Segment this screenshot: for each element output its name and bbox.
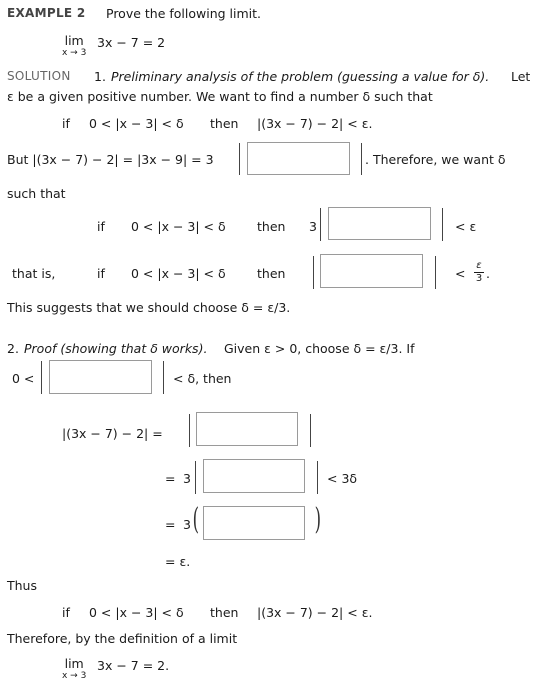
final-lim-subscript: x → 3 — [62, 670, 87, 681]
example-label: EXAMPLE 2 — [7, 6, 86, 20]
fraction-numerator: ε — [474, 261, 484, 273]
paren-right: ) — [314, 502, 322, 537]
final-limit-operator — [62, 658, 86, 681]
answer-box-2[interactable] — [328, 207, 431, 240]
answer-box-7[interactable] — [203, 506, 305, 540]
cond2-then: then — [257, 219, 286, 234]
final-conclusion: |(3x − 7) − 2| < ε. — [257, 605, 373, 620]
cond3-if: if — [97, 266, 105, 281]
chain-lhs: |(3x − 7) − 2| = — [62, 426, 163, 441]
therefore-definition: Therefore, by the definition of a limit — [7, 631, 238, 646]
chain-eq-2: = — [165, 517, 176, 532]
step2-number: 2. — [7, 341, 19, 356]
cond1-hypothesis: 0 < |x − 3| < δ — [89, 116, 184, 131]
but-text: But |(3x − 7) − 2| = |3x − 9| = 3 — [7, 152, 214, 167]
abs-bar-left — [320, 208, 321, 241]
cond2-rhs: < ε — [455, 219, 477, 234]
such-that-text: such that — [7, 186, 66, 201]
step1-number: 1. — [94, 69, 106, 84]
abs-bar-right — [310, 414, 311, 447]
answer-box-4[interactable] — [49, 360, 152, 394]
step1-title: Preliminary analysis of the problem (guessing a value for δ). — [111, 69, 490, 84]
cond3-then: then — [257, 266, 286, 281]
answer-box-3[interactable] — [320, 254, 423, 288]
cond2-coefficient: 3 — [309, 219, 317, 234]
answer-box-1[interactable] — [247, 142, 350, 175]
chain-coefficient-2: 3 — [183, 517, 191, 532]
limit-expression: 3x − 7 = 2 — [97, 35, 166, 50]
thus-text: Thus — [7, 578, 37, 593]
cond3-period: . — [486, 266, 490, 281]
cond1-conclusion: |(3x − 7) − 2| < ε. — [257, 116, 373, 131]
cond2-hypothesis: 0 < |x − 3| < δ — [131, 219, 226, 234]
abs-bar-right — [163, 361, 164, 394]
lim-subscript: x → 3 — [62, 47, 87, 58]
paren-left: ( — [192, 502, 200, 537]
cond1-if: if — [62, 116, 70, 131]
abs-bar-left — [195, 461, 196, 494]
chain-eq-1: = — [165, 471, 176, 486]
abs-bar-right — [435, 256, 436, 289]
zero-less-than: 0 < — [12, 371, 35, 386]
step1-text-b: ε be a given positive number. We want to find a number δ such that — [7, 89, 433, 104]
step2-title: Proof (showing that δ works). — [24, 341, 208, 356]
therefore-text: . Therefore, we want δ — [365, 152, 506, 167]
chain-coefficient-1: 3 — [183, 471, 191, 486]
abs-bar-right — [361, 143, 362, 175]
lim-word: lim — [64, 33, 84, 48]
instruction-text: Prove the following limit. — [106, 6, 262, 21]
lt-three-delta: < 3δ — [327, 471, 358, 486]
abs-bar-left — [313, 256, 314, 289]
limit-operator — [62, 35, 86, 58]
step2-text: Given ε > 0, choose δ = ε/3. If — [224, 341, 415, 356]
answer-box-6[interactable] — [203, 459, 305, 493]
final-if: if — [62, 605, 70, 620]
abs-bar-left — [189, 414, 190, 447]
solution-label: SOLUTION — [7, 69, 71, 83]
epsilon-over-three — [474, 261, 484, 284]
final-limit-expression: 3x − 7 = 2. — [97, 658, 170, 673]
chain-final: = ε. — [165, 554, 191, 569]
cond3-hypothesis: 0 < |x − 3| < δ — [131, 266, 226, 281]
fraction-denominator: 3 — [475, 273, 483, 284]
step1-text-a: Let — [511, 69, 531, 84]
cond1-then: then — [210, 116, 239, 131]
abs-bar-right — [442, 208, 443, 241]
abs-bar-left — [41, 361, 42, 394]
that-is-text: that is, — [12, 266, 56, 281]
final-lim-word: lim — [64, 656, 84, 671]
final-then: then — [210, 605, 239, 620]
final-hypothesis: 0 < |x − 3| < δ — [89, 605, 184, 620]
cond2-if: if — [97, 219, 105, 234]
suggests-text: This suggests that we should choose δ = ε/3. — [7, 300, 291, 315]
answer-box-5[interactable] — [196, 412, 298, 446]
lt-delta-then: < δ, then — [173, 371, 232, 386]
abs-bar-right — [317, 461, 318, 494]
cond3-less-than: < — [455, 266, 466, 281]
abs-bar-left — [239, 143, 240, 175]
